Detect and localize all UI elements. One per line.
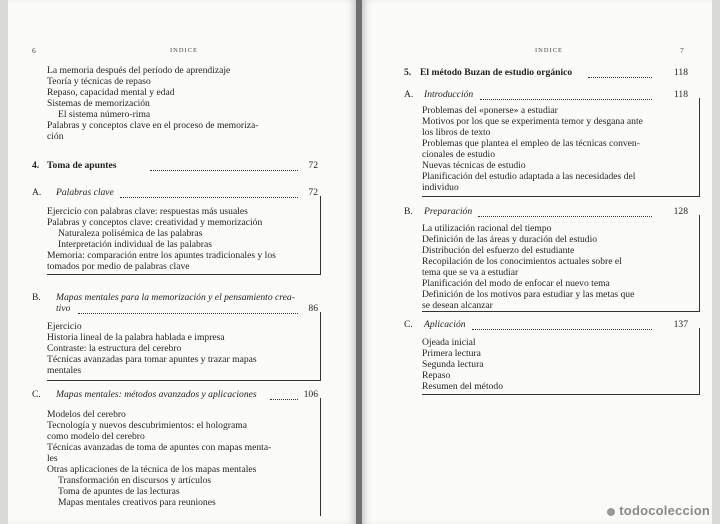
section-title: Preparación <box>424 206 473 217</box>
dot-leader <box>478 216 652 217</box>
toc-line: Teoría y técnicas de repaso <box>47 76 151 87</box>
section-title: Mapas mentales para la memorización y el pensamiento crea- <box>56 292 295 303</box>
section-rule <box>422 196 700 197</box>
toc-line: Palabras y conceptos clave en el proceso de memoriza- <box>47 120 259 131</box>
section-bracket <box>320 312 321 380</box>
toc-item: La utilización racional del tiempo <box>422 223 552 234</box>
chapter-page: 72 <box>308 160 318 171</box>
running-header: INDICE <box>170 47 199 54</box>
toc-item: Contraste: la estructura del cerebro <box>47 343 182 354</box>
watermark <box>607 503 710 518</box>
dot-leader <box>472 329 652 330</box>
chapter-number: 4. <box>32 160 40 171</box>
section-rule <box>47 274 321 275</box>
chapter-title: El método Buzan de estudio orgánico <box>420 67 573 78</box>
dot-leader <box>120 197 298 198</box>
section-letter: A. <box>32 187 42 198</box>
toc-item: Problemas que plantea el empleo de las técnicas conven- <box>422 138 640 149</box>
dot-leader <box>78 313 298 314</box>
section-title: Palabras clave <box>56 187 114 198</box>
toc-item: Ejercicio <box>47 321 82 332</box>
toc-item: Repaso <box>422 370 451 381</box>
section-page: 128 <box>673 206 688 217</box>
toc-item: Historia lineal de la palabra hablada e impresa <box>47 332 225 343</box>
toc-item: Naturaleza polisémica de las palabras <box>58 228 203 239</box>
toc-item: Modelos del cerebro <box>47 409 126 420</box>
section-page: 137 <box>673 319 688 330</box>
toc-item: mentales <box>47 365 82 376</box>
section-bracket <box>320 196 321 274</box>
toc-item: Definición de las áreas y duración del estudio <box>422 234 598 245</box>
section-rule <box>422 394 700 395</box>
right-page <box>362 0 720 524</box>
toc-line: Sistemas de memorización <box>47 98 150 109</box>
section-bracket <box>320 398 321 516</box>
toc-item: Problemas del «ponerse» a estudiar <box>422 105 558 116</box>
toc-item: Primera lectura <box>422 348 481 359</box>
section-bracket <box>699 328 700 394</box>
toc-item: Ejercicio con palabras clave: respuestas más usuales <box>47 206 248 217</box>
toc-item: Toma de apuntes de las lecturas <box>58 486 180 497</box>
running-header: INDICE <box>535 47 564 54</box>
section-title: tivo <box>56 303 71 314</box>
toc-item: tomados por medio de palabras clave <box>47 261 190 272</box>
toc-item: les <box>47 453 58 464</box>
section-letter: B. <box>32 292 41 303</box>
section-letter: C. <box>32 389 41 400</box>
section-rule <box>47 380 321 381</box>
chapter-title: Toma de apuntes <box>47 160 117 171</box>
page-edge <box>0 0 8 524</box>
toc-item: Planificación del modo de enfocar el nuevo tema <box>422 278 610 289</box>
toc-item: Segunda lectura <box>422 359 484 370</box>
section-page: 106 <box>303 389 318 400</box>
toc-line: Repaso, capacidad mental y edad <box>47 87 175 98</box>
watermark-logo-icon <box>607 508 615 516</box>
dot-leader <box>480 99 652 100</box>
toc-item: Mapas mentales creativos para reuniones <box>58 497 216 508</box>
toc-item: Resumen del método <box>422 381 503 392</box>
left-page <box>0 0 356 524</box>
dot-leader <box>150 170 298 171</box>
toc-item: Transformación en discursos y artículos <box>58 475 212 486</box>
toc-item: Motivos por los que se experimenta temor y desgana ante <box>422 116 643 127</box>
toc-item: como modelo del cerebro <box>47 431 145 442</box>
section-page: 118 <box>673 89 688 100</box>
toc-line: El sistema número-rima <box>58 109 151 120</box>
toc-item: Técnicas avanzadas para tomar apuntes y trazar mapas <box>47 354 257 365</box>
toc-item: Nuevas técnicas de estudio <box>422 160 526 171</box>
page-number: 7 <box>680 46 684 55</box>
page-edge <box>712 0 720 524</box>
toc-item: los libros de texto <box>422 127 491 138</box>
toc-item: tema que se va a estudiar <box>422 267 519 278</box>
toc-item: Tecnología y nuevos descubrimientos: el holograma <box>47 420 247 431</box>
chapter-number: 5. <box>404 67 412 78</box>
toc-item: Interpretación individual de las palabras <box>58 239 212 250</box>
toc-item: cionales de estudio <box>422 149 495 160</box>
toc-item: Planificación del estudio adaptada a las necesidades del <box>422 171 636 182</box>
chapter-page: 118 <box>673 67 688 78</box>
dot-leader <box>588 77 652 78</box>
section-page: 72 <box>308 187 318 198</box>
section-bracket <box>699 98 700 196</box>
toc-item: Recopilación de los conocimientos actuales sobre el <box>422 256 622 267</box>
section-title: Introducción <box>424 89 474 100</box>
toc-item: Ojeada inicial <box>422 337 476 348</box>
toc-line: La memoria después del período de aprendizaje <box>47 65 231 76</box>
toc-item: Memoria: comparación entre los apuntes tradicionales y los <box>47 250 276 261</box>
watermark-text: todocoleccion <box>619 503 710 518</box>
toc-item: Definición de los motivos para estudiar y las metas que <box>422 289 635 300</box>
toc-item: Técnicas avanzadas de toma de apuntes con mapas menta- <box>47 442 272 453</box>
section-letter: C. <box>404 319 413 330</box>
section-letter: A. <box>404 89 414 100</box>
page-number: 6 <box>32 46 36 55</box>
section-letter: B. <box>404 206 413 217</box>
section-title: Aplicación <box>424 319 466 330</box>
section-page: 86 <box>308 303 318 314</box>
toc-item: Distribución del esfuerzo del estudiante <box>422 245 575 256</box>
toc-line: ción <box>47 131 64 142</box>
toc-item: se desean alcanzar <box>422 300 493 311</box>
toc-item: Otras aplicaciones de la técnica de los mapas mentales <box>47 464 257 475</box>
section-title: Mapas mentales: métodos avanzados y aplicaciones <box>56 389 257 400</box>
toc-item: individuo <box>422 182 459 193</box>
toc-item: Palabras y conceptos clave: creatividad y memorización <box>47 217 263 228</box>
section-bracket <box>699 215 700 311</box>
